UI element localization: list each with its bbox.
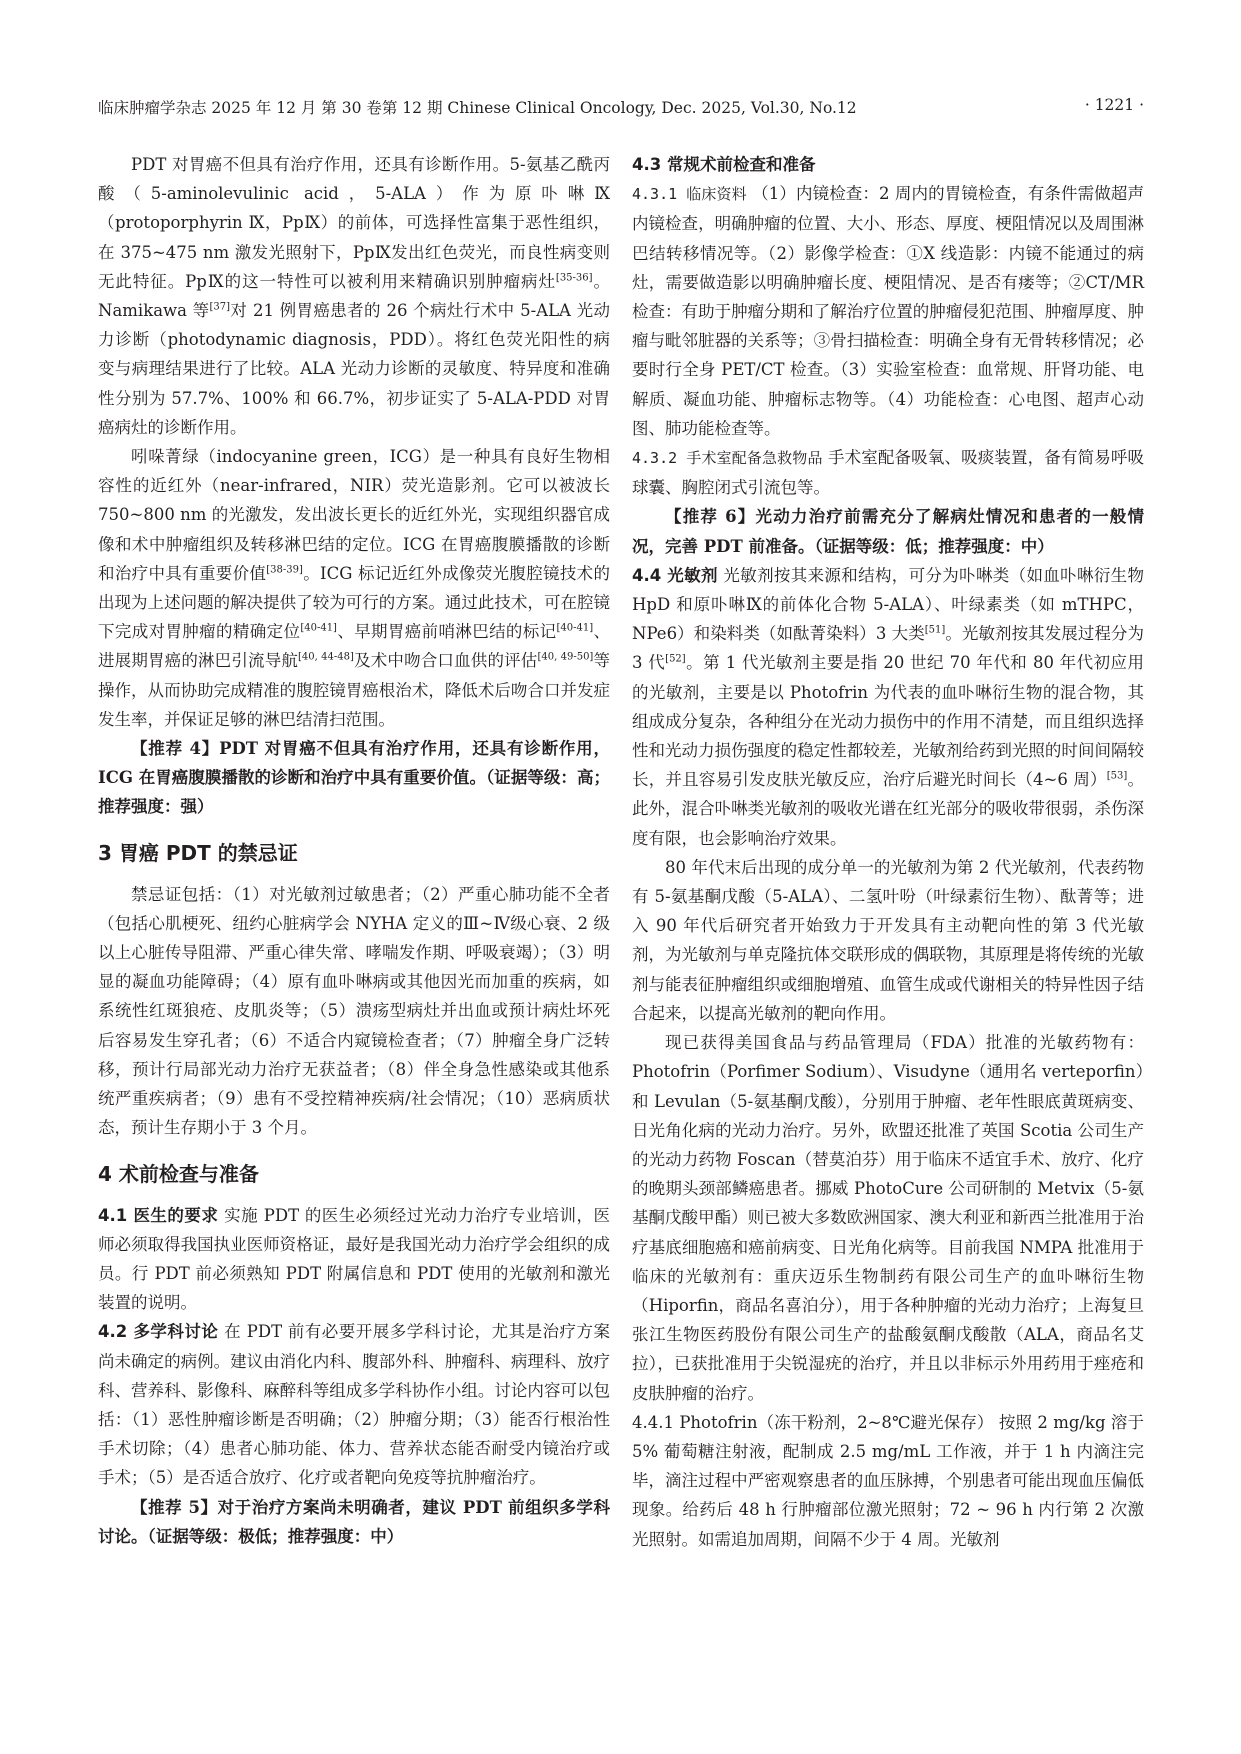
subsection-title: 4.2 多学科讨论 [98, 1322, 219, 1342]
subsection-title: 4.4 光敏剂 [632, 565, 718, 585]
citation-ref[interactable]: [52] [665, 653, 686, 665]
citation-ref[interactable]: [37] [209, 301, 231, 313]
subsection-4-4-1: 4.4.1 Photofrin（冻干粉剂，2~8℃避光保存） 按照 2 mg/kg 溶于 5% 葡萄糖注射液，配制成 2.5 mg/mL 工作液，并于 1 h 内滴注完毕，滴注过程中严密观察患者的血压脉搏，个别患者可能出现血压偏低现象。给药后 48 h 行肿瘤部位激光照射；72 ~ 96 h 内行第 2 次激光照射。如需追加周期，间隔不少于 4 周。光敏剂 [632, 1412, 1144, 1549]
citation-ref[interactable]: [40, 44-48] [298, 651, 354, 663]
subsection-4-1: 4.1 医生的要求 实施 PDT 的医生必须经过光动力治疗专业培训，医师必须取得我国执业医师资格证，最好是我国光动力治疗学会组织的成员。行 PDT 前必须熟知 PDT 附属信息和 PDT 使用的光敏剂和激光装置的说明。 [98, 1205, 610, 1313]
subsubsection-title: 4.3.1 临床资料 [632, 185, 747, 204]
subsection-4-3-1: 4.3.1 临床资料 （1）内镜检查：2 周内的胃镜检查，有条件需做超声内镜检查，明确肿瘤的位置、大小、形态、厚度、梗阻情况以及周围淋巴结转移情况等。（2）影像学检查：①X 线造影：内镜不能通过的病灶，需要做造影以明确肿瘤长度、梗阻情况、是否有瘘等；②CT/MR 检查：有助于肿瘤分期和了解治疗位置的肿瘤侵犯范围、肿瘤厚度、肿瘤与毗邻脏器的关系等；③骨扫描检查：明确全身有无骨转移情况；必要时行全身 PET/CT 检查。（3）实验室检查：血常规、肝肾功能、电解质、凝血功能、肿瘤标志物等。（4）功能检查：心电图、超声心动图、肺功能检查等。 [632, 184, 1144, 438]
page-number: · 1221 · [1084, 96, 1144, 114]
paragraph-approved-drugs: 现已获得美国食品与药品管理局（FDA）批准的光敏药物有：Photofrin（Porfimer Sodium）、Visudyne（通用名 verteporfin）和 Levulan（5-氨基酮戊酸），分别用于肿瘤、老年性眼底黄斑病变、日光角化病的光动力治疗。另外，欧盟还批准了英国 Scotia 公司生产的光动力药物 Foscan（替莫泊芬）用于临床不适宜手术、放疗、化疗的晚期头颈部鳞癌患者。挪威 PhotoCure 公司研制的 Metvix（5-氨基酮戊酸甲酯）则已被大多数欧洲国家、澳大利亚和新西兰批准用于治疗基底细胞癌和癌前病变、日光角化病等。目前我国 NMPA 批准用于临床的光敏剂有：重庆迈乐生物制药有限公司生产的血卟啉衍生物（Hiporfin，商品名喜泊分），用于各种肿瘤的光动力治疗；上海复旦张江生物医药股份有限公司生产的盐酸氨酮戊酸散（ALA，商品名艾拉），已获批准用于尖锐湿疣的治疗，并且以非标示外用药用于痤疮和皮肤肿瘤的治疗。 [632, 1033, 1144, 1403]
subsubsection-title: 4.4.1 Photofrin（冻干粉剂，2~8℃避光保存） [632, 1412, 994, 1432]
paragraph-contraindications: 禁忌证包括：（1）对光敏剂过敏患者；（2）严重心肺功能不全者（包括心肌梗死、纽约心脏病学会 NYHA 定义的Ⅲ~Ⅳ级心衰、2 级以上心脏传导阻滞、严重心律失常、哮喘发作期、呼吸衰竭）；（3）明显的凝血功能障碍；（4）原有血卟啉病或其他因光而加重的疾病，如系统性红斑狼疮、皮肌炎等；（5）溃疡型病灶并出血或预计病灶坏死后容易发生穿孔者；（6）不适合内窥镜检查者；（7）肿瘤全身广泛转移，预计行局部光动力治疗无获益者；（8）伴全身急性感染或其他系统严重疾病者；（9）患有不受控精神疾病/社会情况；（10）恶病质状态，预计生存期小于 3 个月。 [98, 884, 610, 1138]
subsection-4-2: 4.2 多学科讨论 在 PDT 前有必要开展多学科讨论，尤其是治疗方案尚未确定的病例。建议由消化内科、腹部外科、肿瘤科、病理科、放疗科、营养科、影像科、麻醉科等组成多学科协作小组。讨论内容可以包括：（1）恶性肿瘤诊断是否明确；（2）肿瘤分期；（3）能否行根治性手术切除；（4）患者心肺功能、体力、营养状态能否耐受内镜治疗或手术；（5）是否适合放疗、化疗或者靶向免疫等抗肿瘤治疗。 [98, 1322, 610, 1488]
citation-ref[interactable]: [40, 49-50] [537, 651, 594, 663]
citation-ref[interactable]: [40-41] [300, 622, 337, 634]
citation-ref[interactable]: [53] [1106, 770, 1128, 782]
subsection-title: 4.1 医生的要求 [98, 1205, 219, 1225]
subsection-4-4: 4.4 光敏剂 光敏剂按其来源和结构，可分为卟啉类（如血卟啉衍生物 HpD 和原卟啉Ⅸ的前体化合物 5-ALA）、叶绿素类（如 mTHPC，NPe6）和染料类（如酞菁染料）3 大类[51]。光敏剂按其发展过程分为 3 代[52]。第 1 代光敏剂主要是指 20 世纪 70 年代和 80 年代初应用的光敏剂，主要是以 Photofrin 为代表的血卟啉衍生物的混合物，其组成成分复杂，各种组分在光动力损伤中的作用不清楚，而且组织选择性和光动力损伤强度的稳定性都较差，光敏剂给药到光照的时间间隔较长，并且容易引发皮肤光敏反应，治疗后避光时间长（4~6 周）[53]。此外，混合卟啉类光敏剂的吸收光谱在红光部分的吸收带很弱，杀伤深度有限，也会影响治疗效果。 [632, 565, 1144, 848]
journal-citation: 临床肿瘤学杂志 2025 年 12 月 第 30 卷第 12 期 Chinese Clinical Oncology, Dec. 2025, Vol.30, No.12 [98, 99, 857, 117]
citation-ref[interactable]: [40-41] [556, 622, 594, 634]
citation-ref[interactable]: [35-36] [555, 272, 593, 284]
section-heading-3: 3 胃癌 PDT 的禁忌证 [98, 840, 298, 865]
recommendation-5: 【推荐 5】对于治疗方案尚未明确者，建议 PDT 前组织多学科讨论。（证据等级：极低；推荐强度：中） [98, 1497, 610, 1546]
subsubsection-title: 4.3.2 手术室配备急救物品 [632, 449, 823, 468]
recommendation-6: 【推荐 6】光动力治疗前需充分了解病灶情况和患者的一般情况，完善 PDT 前准备。（证据等级：低；推荐强度：中） [632, 507, 1144, 556]
section-heading-4: 4 术前检查与准备 [98, 1161, 259, 1186]
subsection-4-3-title: 4.3 常规术前检查和准备 [632, 155, 816, 174]
citation-ref[interactable]: [51] [924, 624, 946, 636]
paragraph-icg: 吲哚菁绿（indocyanine green，ICG）是一种具有良好生物相容性的近红外（near-infrared，NIR）荧光造影剂。它可以被波长 750~800 nm 的光激发，发出波长更长的近红外光，实现组织器官成像和术中肿瘤组织及转移淋巴结的定位。ICG 在胃癌腹膜播散的诊断和治疗中具有重要价值[38-39]。ICG 标记近红外成像荧光腹腔镜技术的出现为上述问题的解决提供了较为可行的方案。通过此技术，可在腔镜下完成对胃肿瘤的精确定位[40-41]、早期胃癌前哨淋巴结的标记[40-41]、进展期胃癌的淋巴引流导航[40, 44-48]及术中吻合口血供的评估[40, 49-50]等操作，从而协助完成精准的腹腔镜胃癌根治术，降低术后吻合口并发症发生率，并保证足够的淋巴结清扫范围。 [98, 447, 611, 729]
running-header [98, 92, 1144, 124]
citation-ref[interactable]: [38-39] [266, 564, 303, 576]
paragraph-pdt-diagnosis: PDT 对胃癌不但具有治疗作用，还具有诊断作用。5-氨基乙酰丙酸（5-aminolevulinic acid，5-ALA）作为原卟啉Ⅸ（protoporphyrin Ⅸ，PpⅨ）的前体，可选择性富集于恶性组织，在 375~475 nm 激发光照射下，PpⅨ发出红色荧光，而良性病变则无此特征。PpⅨ的这一特性可以被利用来精确识别肿瘤病灶[35-36]。Namikawa 等[37]对 21 例胃癌患者的 26 个病灶行术中 5-ALA 光动力诊断（photodynamic diagnosis，PDD）。将红色荧光阳性的病变与病理结果进行了比较。ALA 光动力诊断的灵敏度、特异度和准确性分别为 57.7%、100% 和 66.7%，初步证实了 5-ALA-PDD 对胃癌病灶的诊断作用。 [98, 155, 610, 437]
paragraph-photosensitizer-generations: 80 年代末后出现的成分单一的光敏剂为第 2 代光敏剂，代表药物有 5-氨基酮戊酸（5-ALA）、二氢叶吩（叶绿素衍生物）、酞菁等；进入 90 年代后研究者开始致力于开发具有主动靶向性的第 3 代光敏剂，为光敏剂与单克隆抗体交联形成的偶联物，其原理是将传统的光敏剂与能表征肿瘤组织或细胞增殖、血管生成或代谢相关的特异性因子结合起来，以提高光敏剂的靶向作用。 [632, 857, 1144, 1023]
recommendation-4: 【推荐 4】PDT 对胃癌不但具有治疗作用，还具有诊断作用，ICG 在胃癌腹膜播散的诊断和治疗中具有重要价值。（证据等级：高；推荐强度：强） [98, 739, 610, 817]
left-column [98, 150, 610, 1551]
right-column [632, 150, 1144, 1554]
subsection-4-3-2: 4.3.2 手术室配备急救物品 手术室配备吸氧、吸痰装置，备有简易呼吸球囊、胸腔闭式引流包等。 [632, 448, 1145, 498]
